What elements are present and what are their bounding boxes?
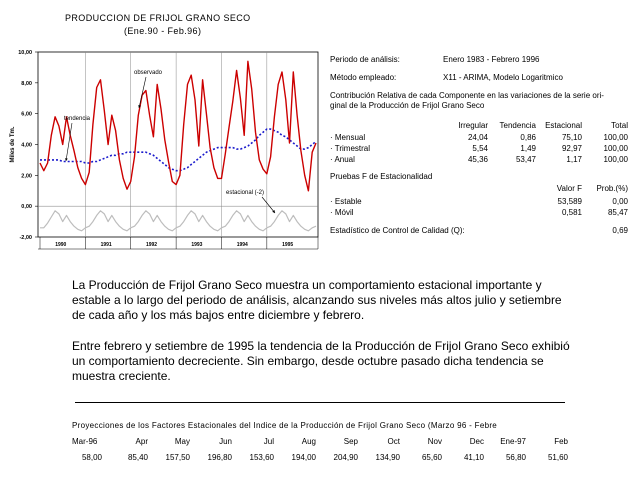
x-tick-label: 1990 [55,242,67,248]
contrib-cell: 45,36 [467,155,488,164]
y-tick-label: 4,00 [21,142,32,149]
contrib-row-label: · Anual [330,155,355,164]
contrib-cell: 1,17 [566,155,582,164]
projection-month: Dec [469,437,484,446]
annotation-observado: observado [134,70,163,76]
x-tick-label: 1994 [236,242,248,248]
chart [0,40,330,265]
y-tick-label: 0,00 [21,204,32,211]
series-tendencia [40,129,316,171]
projection-value: 204,90 [333,453,358,462]
plot-frame [38,52,318,237]
projection-month: Oct [387,437,400,446]
projection-value: 194,00 [291,453,316,462]
periodo-value: Enero 1983 - Febrero 1996 [443,55,540,64]
contrib-cell: 75,10 [561,133,582,142]
ftest-row-label: · Estable [330,197,362,206]
contrib-cell: 53,47 [515,155,536,164]
contrib-cell: 24,04 [467,133,488,142]
contrib-cell: 100,00 [603,133,628,142]
contrib-cell: 92,97 [561,144,582,153]
projection-value: 58,00 [81,453,102,462]
periodo-label: Periodo de análisis: [330,55,400,64]
projection-value: 65,60 [421,453,442,462]
chart-subtitle: (Ene.90 - Feb.96) [124,26,202,36]
ftest-cell: 0,00 [612,197,628,206]
paragraph-trend: Entre febrero y setiembre de 1995 la tendencia de la Producción de Frijol Grano Seco exhibió un comportamiento decreciente. Sin embargo, desde octubre pasado dicha tendencia se muestra creciente. [72,339,570,383]
projection-value: 51,60 [547,453,568,462]
projection-value: 85,40 [127,453,148,462]
y-tick-label: 2,00 [21,173,32,180]
x-tick-label: 1995 [282,242,294,248]
metodo-value: X11 - ARIMA, Modelo Logaritmico [443,73,563,82]
x-tick-label: 1993 [191,242,203,248]
y-axis-label: Miles de Tm. [10,126,16,163]
projection-value: 56,80 [505,453,526,462]
ftest-header: Prob.(%) [596,184,628,193]
metodo-label: Método empleado: [330,73,397,82]
ftest-cell: 85,47 [607,208,628,217]
contrib-cell: 0,86 [520,133,536,142]
contrib-header: Total [611,121,628,130]
contrib-cell: 5,54 [472,144,488,153]
projection-value: 41,10 [463,453,484,462]
contrib-cell: 100,00 [603,155,628,164]
ftest-cell: 53,589 [557,197,582,206]
quality-value: 0,69 [612,226,628,235]
projection-month: Feb [554,437,568,446]
projection-month: May [174,437,190,446]
contrib-row-label: · Mensual [330,133,366,142]
y-tick-label: 6,00 [21,111,32,118]
contrib-line1: Contribución Relativa de cada Componente en las variaciones de la serie ori- [330,91,604,100]
contrib-cell: 100,00 [603,144,628,153]
annotation-arrow [262,197,275,213]
contrib-header: Tendencia [499,121,536,130]
projection-value: 196,80 [207,453,232,462]
x-tick-label: 1992 [145,242,158,248]
ftest-header: Valor F [556,184,582,193]
projection-month: Jun [219,437,232,446]
ftest-cell: 0,581 [561,208,582,217]
annotation-arrowhead [65,158,68,161]
series-observado [40,61,316,191]
projection-month: Apr [135,437,148,446]
ftest-title: Pruebas F de Estacionalidad [330,172,433,181]
projection-month: Nov [427,437,442,446]
projection-value: 134,90 [375,453,400,462]
contrib-row-label: · Trimestral [330,144,370,153]
projections-title: Proyecciones de los Factores Estacionales del Indice de la Producción de Frijol Grano Seco (Marzo 96 - Febre [72,421,498,430]
contrib-cell: 1,49 [520,144,536,153]
contrib-header: Irregular [458,121,488,130]
projection-month: Sep [343,437,358,446]
y-tick-label: -2,00 [19,235,32,241]
annotation-estacional: estacional (-2) [226,190,265,196]
projection-value: 157,50 [165,453,190,462]
y-tick-label: 10,00 [18,50,32,56]
separator-line [75,402,565,403]
projection-value: 153,60 [249,453,274,462]
paragraph-seasonal: La Producción de Frijol Grano Seco muestra un comportamiento estacional importante y estable a lo largo del periodo de análisis, alcanzando sus niveles más altos julio y setiembre de cada año y los más bajos entre diciembre y febrero. [72,278,562,322]
contrib-line2: ginal de la Producción de Frijol Grano Seco [330,101,485,110]
projection-month: Aug [301,437,316,446]
x-tick-label: 1991 [100,242,112,248]
y-tick-label: 8,00 [21,80,32,87]
ftest-row-label: · Móvil [330,208,354,217]
projection-month: Mar-96 [72,437,98,446]
quality-label: Estadístico de Control de Calidad (Q): [330,226,465,235]
series-estacional [40,211,316,231]
projection-month: Jul [263,437,274,446]
contrib-header: Estacional [545,121,582,130]
annotation-tendencia: tendencia [64,116,91,122]
chart-title: PRODUCCION DE FRIJOL GRANO SECO [65,13,251,23]
projection-month: Ene-97 [500,437,526,446]
